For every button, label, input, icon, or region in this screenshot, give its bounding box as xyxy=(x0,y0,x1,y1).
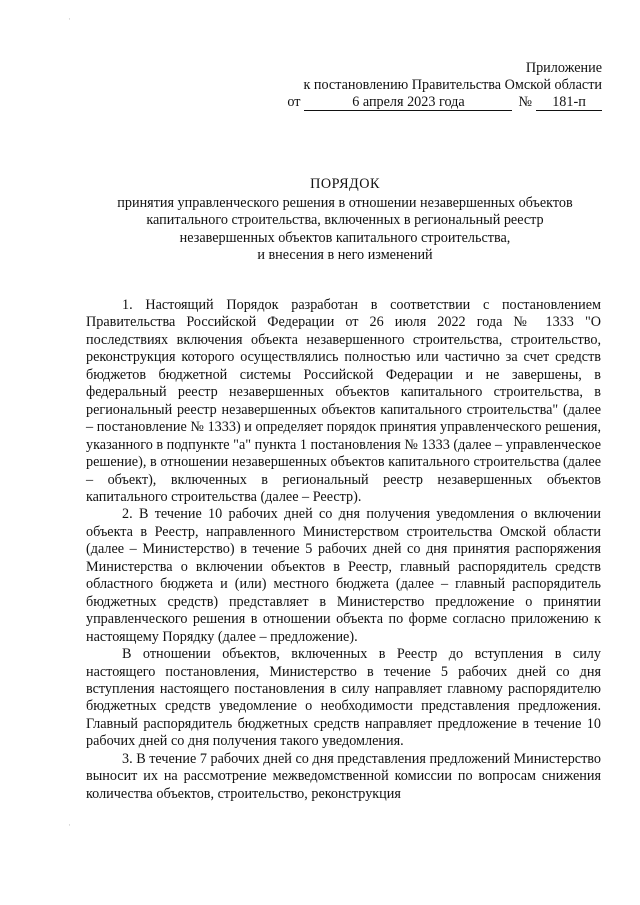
title-line-4: и внесения в него изменений xyxy=(257,247,433,263)
document-body xyxy=(86,297,601,803)
from-label: от xyxy=(287,94,301,110)
paragraph-2: 2. В течение 10 рабочих дней со дня получения уведомления о включении объекта в Реестр, направленного Министерством строительства Омской области (далее – Министерство) в течение 5 рабочих дней со дня принятия распоряжения Министерства о включении объектов в Реестр, главный распорядитель средств областного бюджета и (или) местного бюджета (далее – главный распорядитель бюджетных средств) представляет в Министерство предложение о принятии управленческого решения в отношении объекта по форме согласно приложению к настоящему Порядку (далее – предложение). xyxy=(86,506,601,645)
scan-mark-top: · xyxy=(68,14,71,24)
title-line-3: незавершенных объектов капитального строительства, xyxy=(179,229,511,246)
appendix-date-number-row xyxy=(272,94,602,111)
paragraph-4: 3. В течение 7 рабочих дней со дня представления предложений Министерство выносит их на рассмотрение межведомственной комиссии по вопросам снижения количества объектов, строительство, реконструкция xyxy=(86,750,601,802)
appendix-label: Приложение xyxy=(525,60,602,76)
scan-mark-bottom: · xyxy=(68,820,71,830)
document-title xyxy=(80,176,610,265)
resolution-date: 6 апреля 2023 года xyxy=(304,95,512,111)
paragraph-3: В отношении объектов, включенных в Реестр до вступления в силу настоящего постановления, Министерство в течение 5 рабочих дней со дня вступления настоящего постановления в силу направляет главному распорядителю бюджетных средств уведомление о необходимости представления предложения. Главный распорядитель бюджетных средств направляет предложение в течение 10 рабочих дней со дня получения такого уведомления. xyxy=(86,646,601,750)
title-line-2: капитального строительства, включенных в региональный реестр xyxy=(146,212,544,228)
number-label: № xyxy=(518,94,532,110)
title-line-1: принятия управленческого решения в отношении незавершенных объектов xyxy=(117,194,573,211)
paragraph-1: 1. Настоящий Порядок разработан в соответствии с постановлением Правительства Российской Федерации от 26 июля 2022 года № 1333 "О последствиях включения объекта незавершенного строительства, строительство, реконструкция которого осуществлялись полностью или частично за счет средств бюджетов бюджетной системы Российской Федерации и не завершены, в федеральный реестр незавершенных объектов капитального строительства, в региональный реестр незавершенных объектов капитального строительства" (далее – постановление № 1333) и определяет порядок принятия управленческого решения, указанного в подпункте "а" пункта 1 постановления № 1333 (далее – управленческое решение), в отношении незавершенных объектов капитального строительства (далее – объект), включенных в региональный реестр незавершенных объектов капитального строительства (далее – Реестр). xyxy=(86,297,601,505)
title-main: ПОРЯДОК xyxy=(310,176,380,192)
resolution-number: 181-п xyxy=(536,95,602,111)
appendix-header xyxy=(272,60,602,111)
appendix-resolution-ref: к постановлению Правительства Омской области xyxy=(303,77,602,93)
